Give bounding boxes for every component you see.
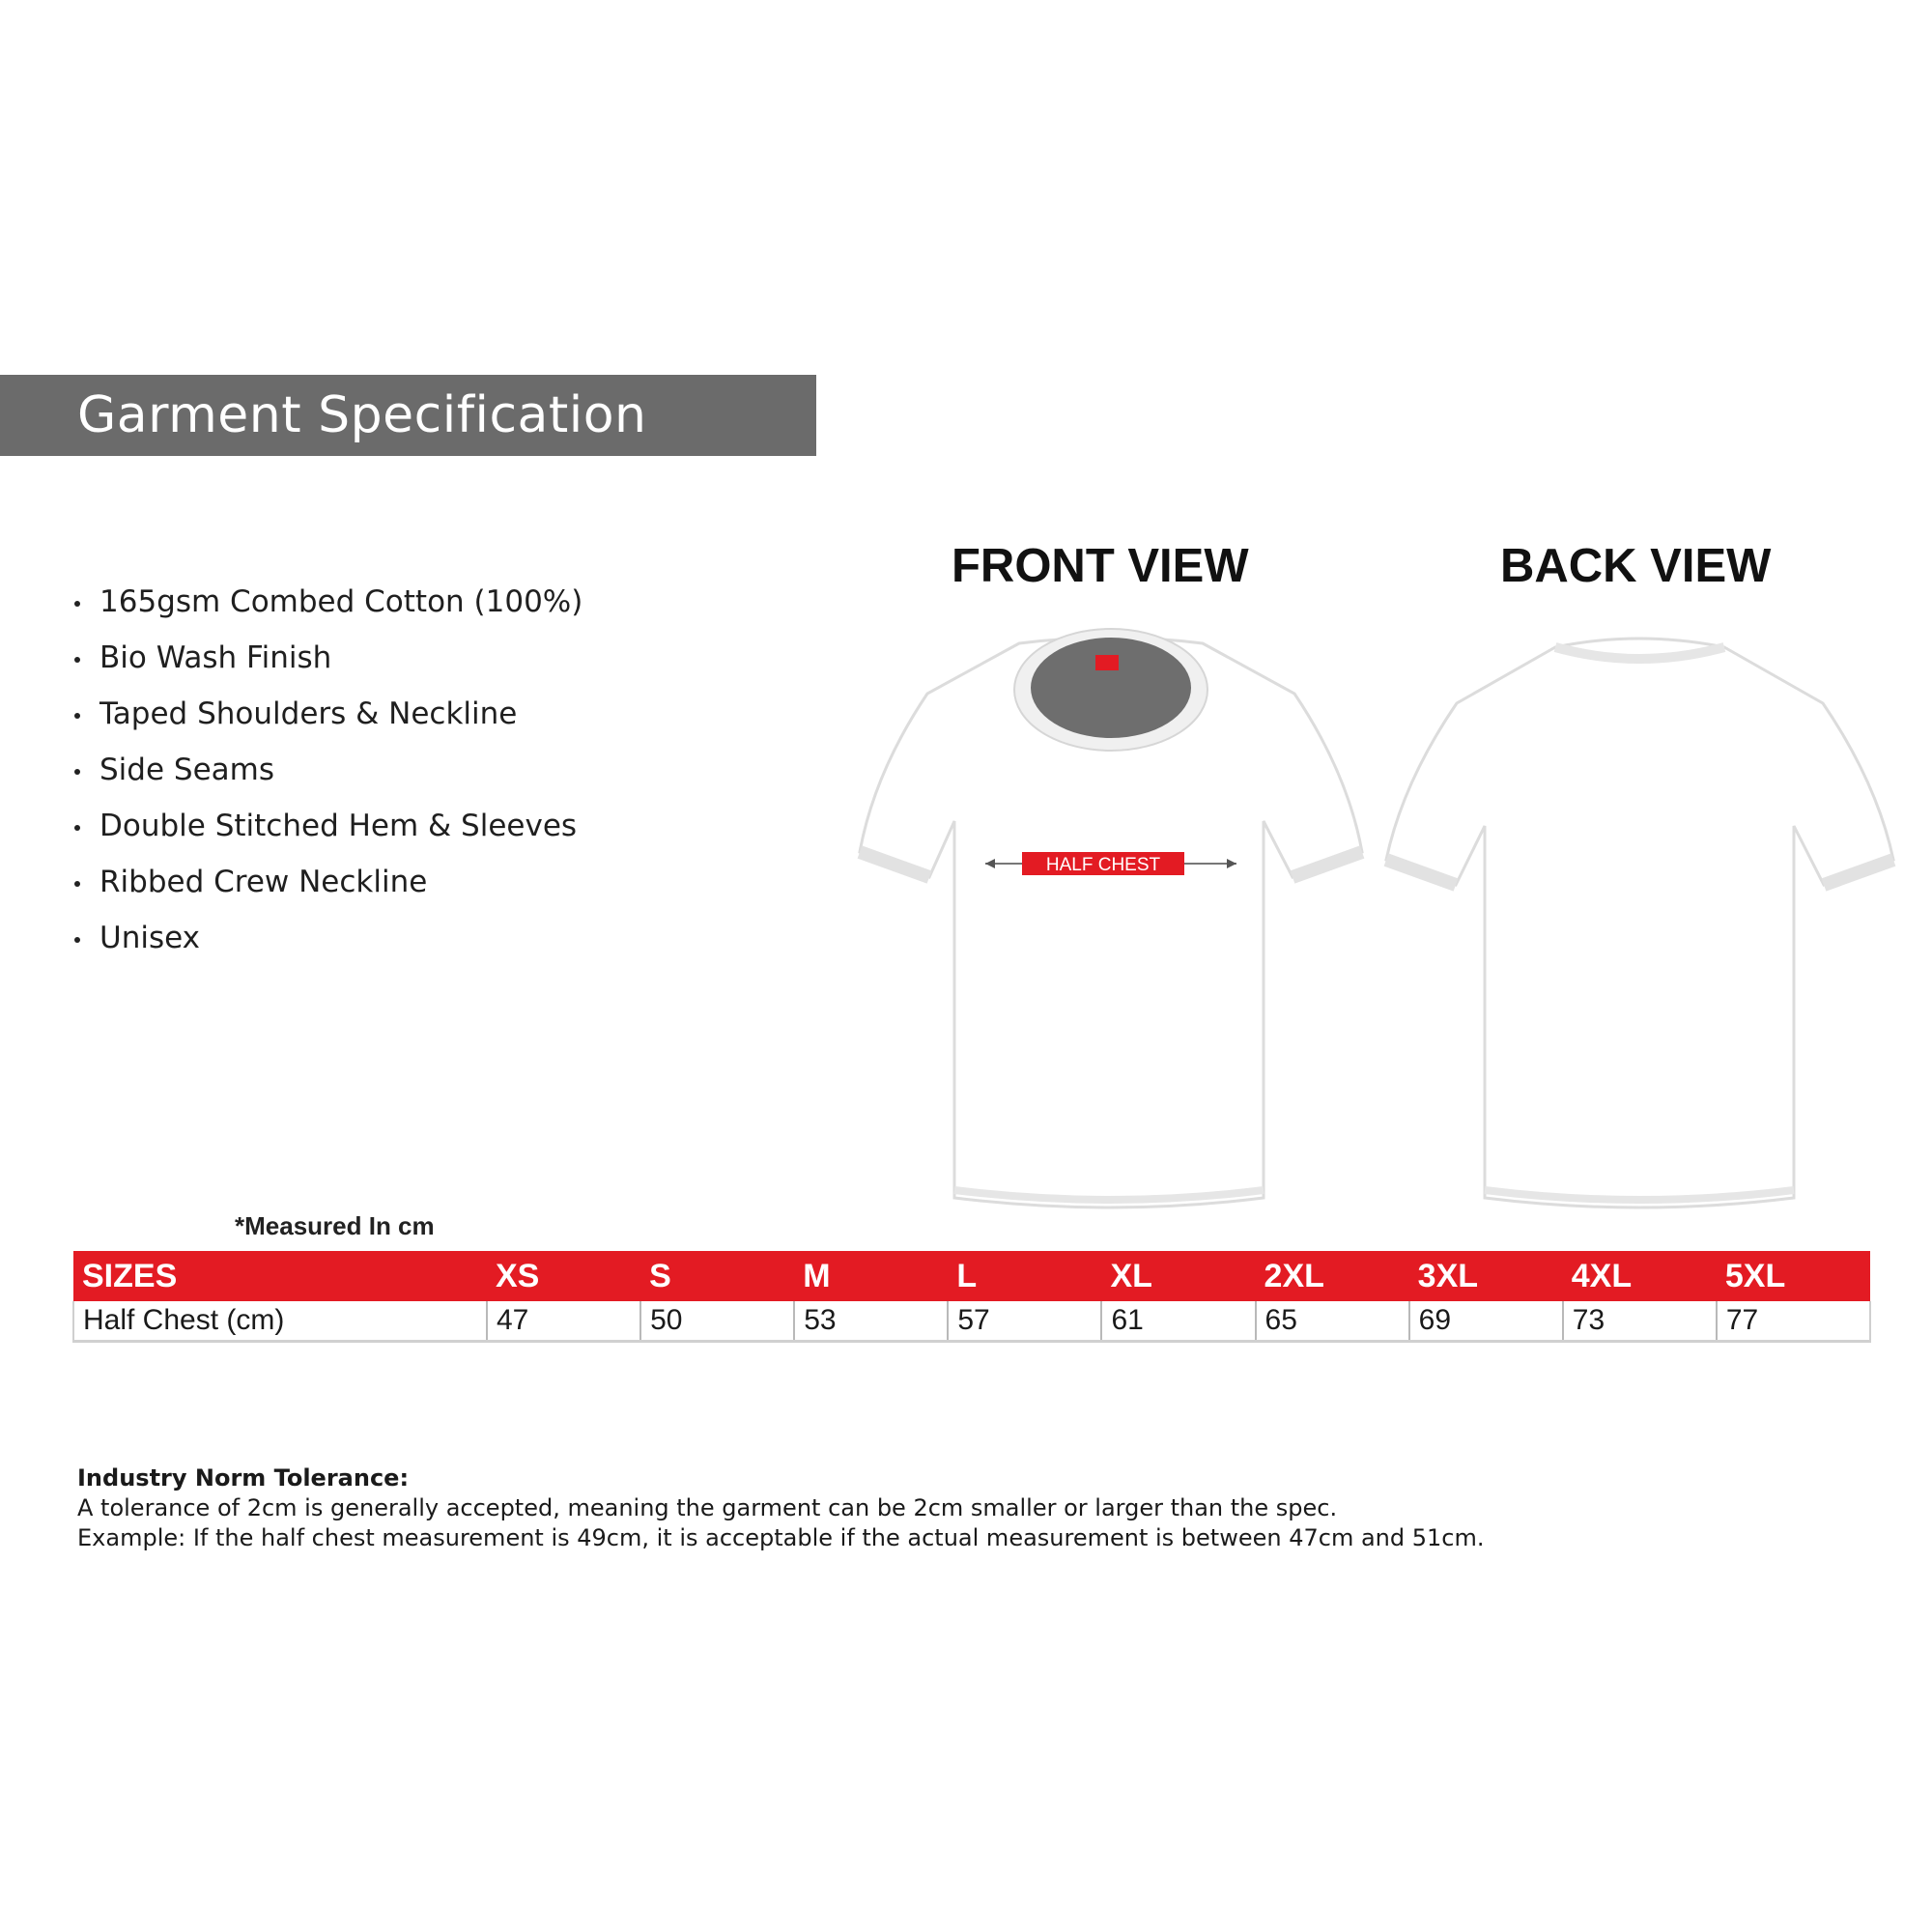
feature-item <box>72 921 582 977</box>
row-label: Half Chest (cm) <box>73 1301 487 1342</box>
bullet-icon <box>74 601 80 607</box>
bullet-icon <box>74 713 80 719</box>
front-collar-inner <box>1031 638 1191 738</box>
table-row <box>73 1301 1870 1342</box>
size-header-m: M <box>794 1251 948 1301</box>
size-header-row <box>73 1251 1870 1301</box>
value-l: 57 <box>948 1301 1101 1342</box>
half-chest-label: HALF CHEST <box>1045 855 1161 875</box>
feature-list <box>72 584 582 977</box>
value-xl: 61 <box>1101 1301 1255 1342</box>
measured-note: *Measured In cm <box>235 1211 435 1240</box>
bullet-icon <box>74 937 80 943</box>
size-header-xl: XL <box>1101 1251 1255 1301</box>
tolerance-heading: Industry Norm Tolerance: <box>77 1464 410 1492</box>
front-tshirt-illustration <box>850 628 1372 1227</box>
value-s: 50 <box>640 1301 794 1342</box>
tolerance-line-2: Example: If the half chest measurement is 49cm, it is acceptable if the actual measurement is between 47cm and 51cm. <box>77 1524 1485 1551</box>
feature-text: Double Stitched Hem & Sleeves <box>99 809 578 843</box>
feature-text: Unisex <box>99 921 200 955</box>
value-5xl: 77 <box>1717 1301 1870 1342</box>
back-view-title: BACK VIEW <box>1500 540 1772 592</box>
size-header-2xl: 2XL <box>1256 1251 1409 1301</box>
size-header-4xl: 4XL <box>1563 1251 1717 1301</box>
back-shirt-body <box>1386 639 1893 1208</box>
feature-item <box>72 753 582 809</box>
feature-text: 165gsm Combed Cotton (100%) <box>99 584 583 619</box>
value-4xl: 73 <box>1563 1301 1717 1342</box>
brand-label <box>1095 655 1119 670</box>
feature-item <box>72 584 582 640</box>
size-header-l: L <box>948 1251 1101 1301</box>
front-view-title: FRONT VIEW <box>952 540 1249 592</box>
feature-item <box>72 696 582 753</box>
feature-text: Ribbed Crew Neckline <box>99 865 428 899</box>
size-chart-table <box>72 1251 1871 1343</box>
feature-text: Side Seams <box>99 753 274 787</box>
bullet-icon <box>74 657 80 663</box>
feature-item <box>72 809 582 865</box>
title-banner <box>0 375 816 456</box>
sizes-header: SIZES <box>73 1251 487 1301</box>
back-tshirt-illustration <box>1377 628 1903 1227</box>
feature-item <box>72 640 582 696</box>
feature-item <box>72 865 582 921</box>
tolerance-line-1: A tolerance of 2cm is generally accepted, meaning the garment can be 2cm smaller or larger than the spec. <box>77 1494 1338 1521</box>
size-header-5xl: 5XL <box>1717 1251 1870 1301</box>
size-header-xs: XS <box>487 1251 640 1301</box>
feature-text: Taped Shoulders & Neckline <box>99 696 518 731</box>
size-header-3xl: 3XL <box>1409 1251 1563 1301</box>
tolerance-block <box>77 1463 1484 1553</box>
feature-text: Bio Wash Finish <box>99 640 332 675</box>
page-title: Garment Specification <box>77 386 647 444</box>
bullet-icon <box>74 825 80 831</box>
value-2xl: 65 <box>1256 1301 1409 1342</box>
value-xs: 47 <box>487 1301 640 1342</box>
bullet-icon <box>74 769 80 775</box>
bullet-icon <box>74 881 80 887</box>
size-header-s: S <box>640 1251 794 1301</box>
value-m: 53 <box>794 1301 948 1342</box>
value-3xl: 69 <box>1409 1301 1563 1342</box>
